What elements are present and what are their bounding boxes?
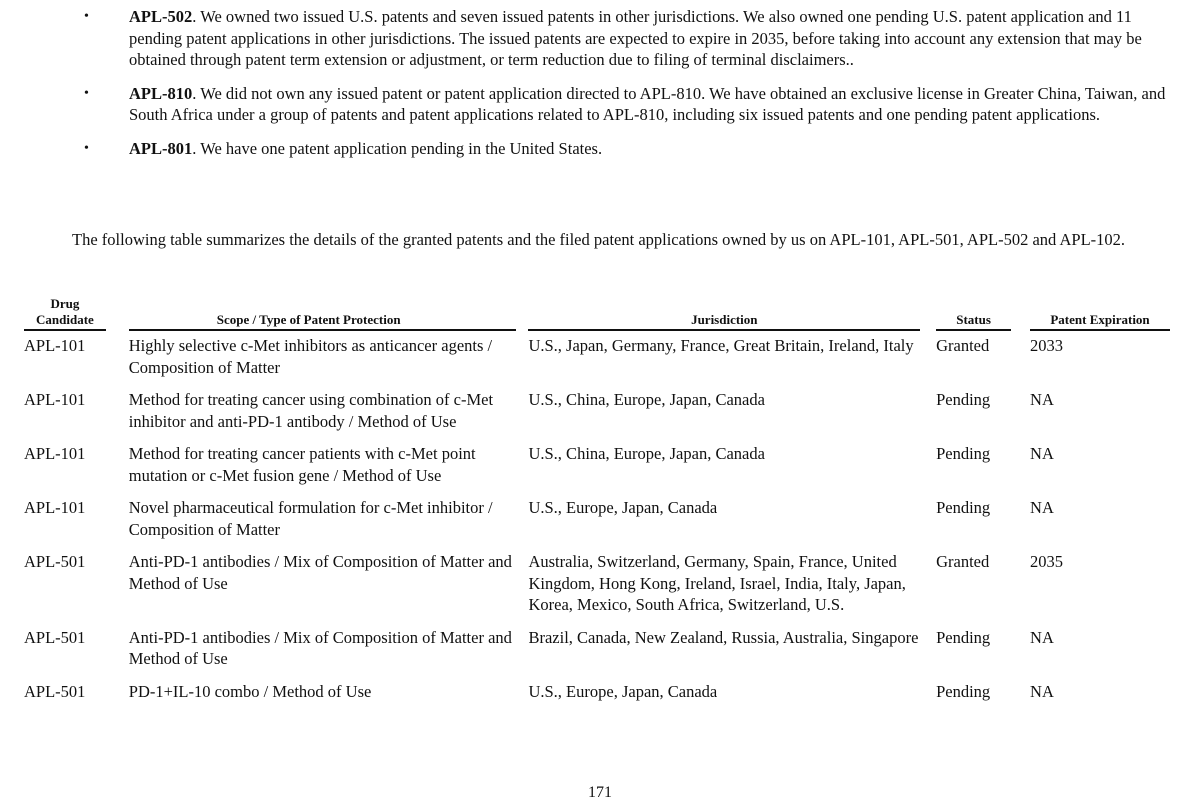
- cell-scope: Method for treating cancer using combination of c-Met inhibitor and anti-PD-1 antibody / Method of Use: [128, 390, 494, 431]
- bullet-apl-502: [0, 6, 1200, 71]
- table-header-row: [24, 296, 1170, 331]
- cell-jurisdiction: U.S., Europe, Japan, Canada: [528, 681, 718, 701]
- bullet-name: APL-801: [129, 138, 193, 158]
- bullet-text: . We owned two issued U.S. patents and seven issued patents in other jurisdictions. We also owned one pending U.S. patent application and 11 pending patent applications in other jurisdictions. The issued patents are expected to expire in 2035, before taking into account any extension that may be obtained through patent term extension or adjustment, or term reduction due to filing of terminal disclaimers..: [129, 7, 1142, 69]
- cell-expiration: NA: [1030, 681, 1054, 701]
- cell-expiration: NA: [1030, 390, 1054, 409]
- bullet-name: APL-810: [129, 83, 193, 103]
- cell-drug: APL-101: [24, 498, 86, 517]
- bullet-name: APL-502: [129, 7, 193, 26]
- cell-jurisdiction: U.S., China, Europe, Japan, Canada: [528, 390, 765, 409]
- cell-scope: Anti-PD-1 antibodies / Mix of Composition of Matter and Method of Use: [128, 627, 512, 668]
- cell-jurisdiction: U.S., China, Europe, Japan, Canada: [528, 444, 765, 463]
- table-row: [24, 389, 1170, 443]
- cell-scope: Highly selective c-Met inhibitors as anticancer agents / Composition of Matter: [128, 336, 493, 377]
- cell-expiration: NA: [1030, 627, 1054, 647]
- bullet-apl-801: [0, 138, 1200, 160]
- table-row: [24, 497, 1170, 551]
- cell-drug: APL-101: [24, 444, 86, 463]
- cell-drug: APL-101: [24, 390, 86, 409]
- table-row: [24, 443, 1170, 497]
- cell-status: Granted: [936, 336, 990, 355]
- cell-jurisdiction: Brazil, Canada, New Zealand, Russia, Australia, Singapore: [528, 627, 919, 647]
- table-row: [24, 627, 1170, 681]
- table-row: [24, 551, 1170, 627]
- bullet-dot-icon: •: [84, 85, 89, 101]
- cell-drug: APL-101: [24, 336, 86, 355]
- header-scope: Scope / Type of Patent Protection: [129, 296, 517, 331]
- bullet-list: [0, 6, 1200, 171]
- cell-status: Pending: [936, 498, 991, 517]
- cell-status: Granted: [936, 552, 990, 571]
- cell-expiration: NA: [1030, 444, 1054, 463]
- cell-jurisdiction: U.S., Japan, Germany, France, Great Britain, Ireland, Italy: [528, 336, 914, 355]
- bullet-apl-810: [0, 83, 1200, 126]
- cell-drug: APL-501: [24, 627, 86, 647]
- cell-scope: PD-1+IL-10 combo / Method of Use: [128, 681, 372, 701]
- cell-status: Pending: [936, 390, 991, 409]
- patent-table: [24, 296, 1170, 713]
- header-status: Status: [936, 296, 1011, 331]
- table-row: [24, 331, 1170, 389]
- cell-drug: APL-501: [24, 681, 86, 701]
- header-drug-candidate: Drug Candidate: [24, 296, 106, 331]
- header-jurisdiction: Jurisdiction: [528, 296, 920, 331]
- cell-jurisdiction: U.S., Europe, Japan, Canada: [528, 498, 718, 517]
- table-row: [24, 681, 1170, 714]
- intro-paragraph: The following table summarizes the details of the granted patents and the filed patent applications owned by us on APL-101, APL-501, APL-502 and APL-102.: [72, 230, 1126, 249]
- header-patent-expiration: Patent Expiration: [1030, 296, 1170, 331]
- bullet-dot-icon: •: [84, 9, 89, 24]
- bullet-text: . We did not own any issued patent or patent application directed to APL-810. We have obtained an exclusive license in Greater China, Taiwan, and South Africa under a group of patents and patent applications related to APL-810, including six issued patents and one pending patent applications.: [129, 83, 1166, 124]
- cell-status: Pending: [936, 444, 991, 463]
- cell-expiration: 2035: [1030, 552, 1064, 571]
- bullet-text: . We have one patent application pending in the United States.: [192, 138, 603, 158]
- cell-status: Pending: [936, 627, 991, 647]
- cell-jurisdiction: Australia, Switzerland, Germany, Spain, France, United Kingdom, Hong Kong, Ireland, Israel, India, Italy, Japan, Korea, Mexico, South Africa, Switzerland, U.S.: [528, 552, 906, 614]
- cell-scope: Method for treating cancer patients with c-Met point mutation or c-Met fusion gene / Method of Use: [128, 444, 476, 485]
- cell-scope: Anti-PD-1 antibodies / Mix of Composition of Matter and Method of Use: [128, 552, 512, 593]
- bullet-dot-icon: •: [84, 140, 89, 156]
- page-number: 171: [588, 784, 612, 801]
- cell-scope: Novel pharmaceutical formulation for c-Met inhibitor / Composition of Matter: [128, 498, 493, 539]
- cell-expiration: NA: [1030, 498, 1054, 517]
- cell-drug: APL-501: [24, 552, 86, 571]
- cell-status: Pending: [936, 681, 991, 701]
- cell-expiration: 2033: [1030, 336, 1064, 355]
